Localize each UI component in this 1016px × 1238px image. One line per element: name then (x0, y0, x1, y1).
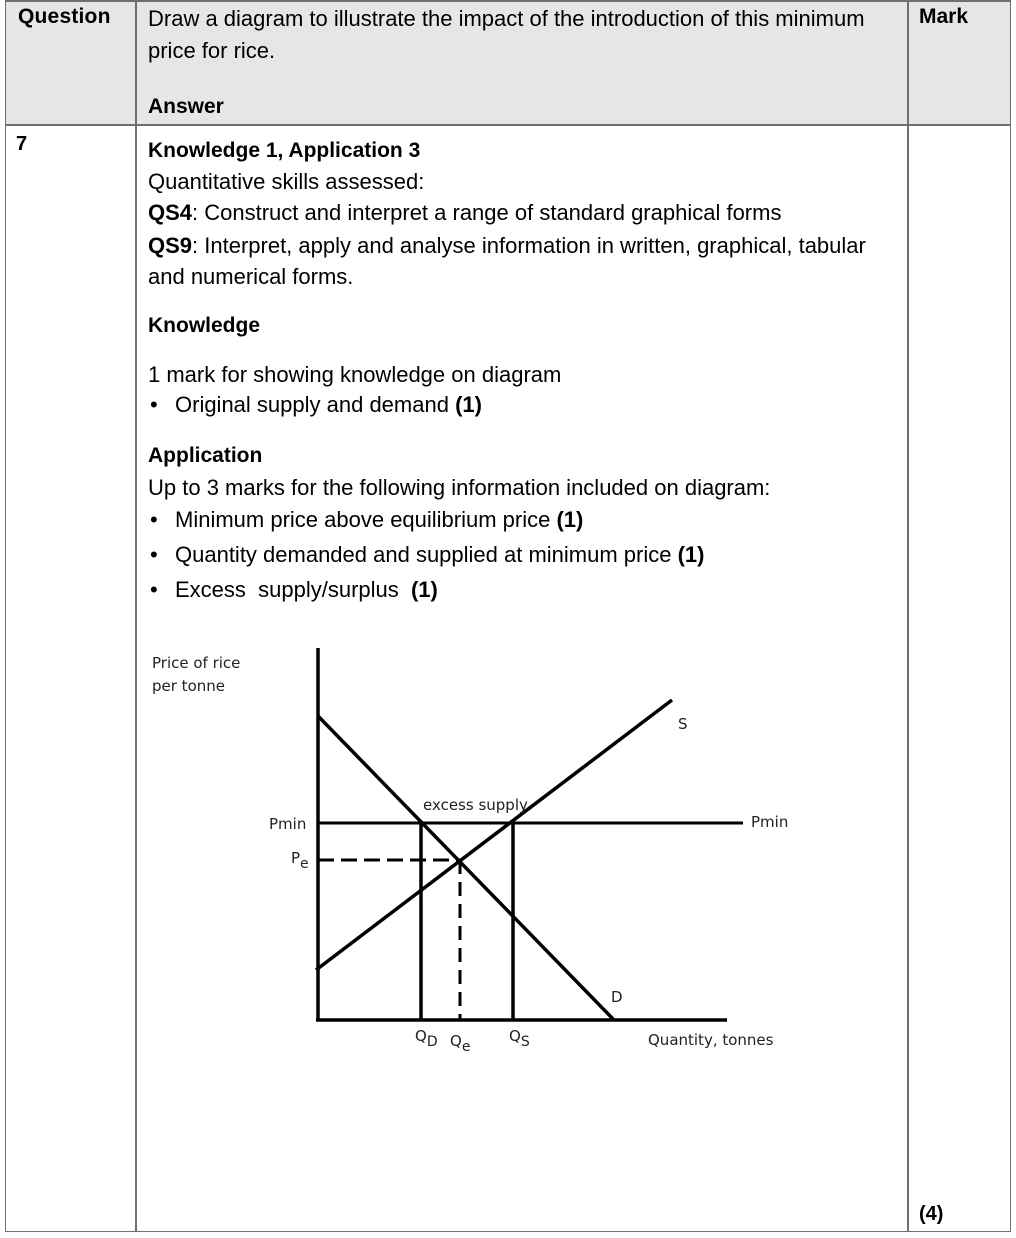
bullet-text: Quantity demanded and supplied at minimum price (175, 542, 678, 567)
supply-curve (316, 700, 672, 970)
y-axis-label: Price of rice (152, 654, 241, 672)
excess-supply-label: excess supply (423, 796, 528, 814)
question-header: Question (18, 5, 111, 28)
bullet-mark: (1) (556, 507, 584, 532)
question-text: Draw a diagram to illustrate the impact of the introduction of this minimum price for rice. (148, 6, 865, 63)
pe-label: Pe (291, 849, 309, 872)
bullet-mark: (1) (410, 577, 438, 602)
bullet-text: Excess supply/surplus (175, 577, 411, 602)
mark-header: Mark (919, 5, 969, 28)
skill-text: : Construct and interpret a range of standard graphical forms (192, 200, 782, 225)
y-axis-label: per tonne (152, 677, 225, 695)
total-mark: (4) (919, 1203, 944, 1225)
pmin-label: Pmin (269, 815, 307, 833)
application-title: Application (148, 444, 263, 467)
bullet-mark: (1) (455, 392, 482, 417)
skill-code: QS4 (148, 200, 193, 225)
answer-header: Answer (148, 95, 224, 118)
knowledge-intro: 1 mark for showing knowledge on diagram (148, 362, 562, 387)
application-intro: Up to 3 marks for the following information included on diagram: (148, 475, 771, 500)
qe-label: Qe (450, 1032, 471, 1055)
qs-label: QS (509, 1027, 530, 1050)
bullet-text: Minimum price above equilibrium price (175, 507, 557, 532)
qd-label: QD (415, 1027, 438, 1050)
answer-heading: Knowledge 1, Application 3 (148, 139, 421, 162)
demand-curve (318, 716, 614, 1020)
bullet-text: Original supply and demand (175, 392, 456, 417)
skill-code: QS9 (148, 233, 193, 258)
skill-text: : Interpret, apply and analyse information in written, graphical, tabular and numerical forms. (148, 233, 866, 289)
supply-label: S (678, 715, 688, 733)
knowledge-title: Knowledge (148, 314, 261, 337)
skills-intro: Quantitative skills assessed: (148, 169, 425, 194)
bullet-mark: (1) (677, 542, 705, 567)
question-number: 7 (16, 133, 28, 155)
pmin-label: Pmin (751, 813, 789, 831)
x-axis-label: Quantity, tonnes (648, 1031, 774, 1049)
demand-label: D (611, 988, 623, 1006)
